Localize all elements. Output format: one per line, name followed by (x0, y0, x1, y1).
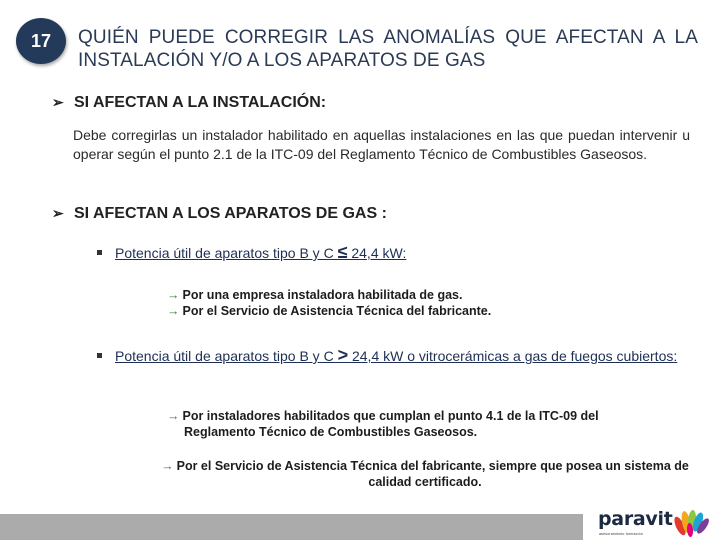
arrowhead-icon: ➢ (52, 205, 64, 221)
sub-item (167, 303, 491, 319)
sub-item (167, 287, 462, 303)
logo-name: paravit (598, 508, 673, 530)
sub-item-text: Por una empresa instaladora habilitada de gas. (182, 288, 463, 302)
sub-item-text: Por el Servicio de Asistencia Técnica del fabricante, siempre que posea un sistema de calidad certificado. (176, 459, 689, 489)
sub-item-text: Por el Servicio de Asistencia Técnica del fabricante. (182, 304, 492, 318)
bullet-text-pre: Potencia útil de aparatos tipo B y C (115, 245, 338, 261)
installation-paragraph: Debe corregirlas un instalador habilitado en aquellas instalaciones en las que puedan intervenir u operar según el punto 2.1 de la ITC-09 del Reglamento Técnico de Combustibles Gaseosos. (73, 127, 690, 162)
square-bullet-icon (97, 250, 102, 255)
slide-number: 17 (30, 30, 52, 51)
bullet-text-pre: Potencia útil de aparatos tipo B y C (115, 348, 338, 364)
right-arrow-icon: → (167, 288, 180, 302)
less-equal-symbol: ≤ (337, 242, 348, 262)
section-heading-text: SI AFECTAN A LA INSTALACIÓN: (74, 94, 327, 111)
footer-bar (0, 514, 583, 540)
arrowhead-icon: ➢ (52, 94, 64, 110)
bullet-high-power (97, 346, 683, 365)
slide-number-badge (16, 18, 66, 64)
paravit-logo (596, 506, 720, 540)
square-bullet-icon (97, 353, 102, 358)
sub-item-text: Por instaladores habilitados que cumplan el punto 4.1 de la ITC-09 del Reglamento Técnico de Combustibles Gaseosos. (182, 409, 599, 439)
section-heading-appliances (52, 205, 387, 223)
bullet-text-post: 24,4 kW: (347, 245, 407, 261)
greater-than-symbol: > (337, 345, 349, 365)
sub-item (160, 458, 690, 490)
logo-tagline: asesoramiento formación (599, 532, 643, 536)
right-arrow-icon: → (161, 459, 174, 473)
right-arrow-icon: → (167, 409, 180, 423)
sub-item (167, 408, 664, 440)
bullet-text-post: 24,4 kW o vitrocerámicas a gas de fuegos cubiertos: (348, 348, 678, 364)
logo-leaves-icon (670, 508, 716, 540)
section-heading-installation (52, 94, 326, 112)
slide-title: QUIÉN PUEDE CORREGIR LAS ANOMALÍAS QUE AFECTAN A LA INSTALACIÓN Y/O A LOS APARATOS DE GAS (78, 27, 698, 71)
right-arrow-icon: → (167, 304, 180, 318)
section-heading-text: SI AFECTAN A LOS APARATOS DE GAS : (74, 205, 387, 222)
bullet-low-power (97, 243, 682, 262)
